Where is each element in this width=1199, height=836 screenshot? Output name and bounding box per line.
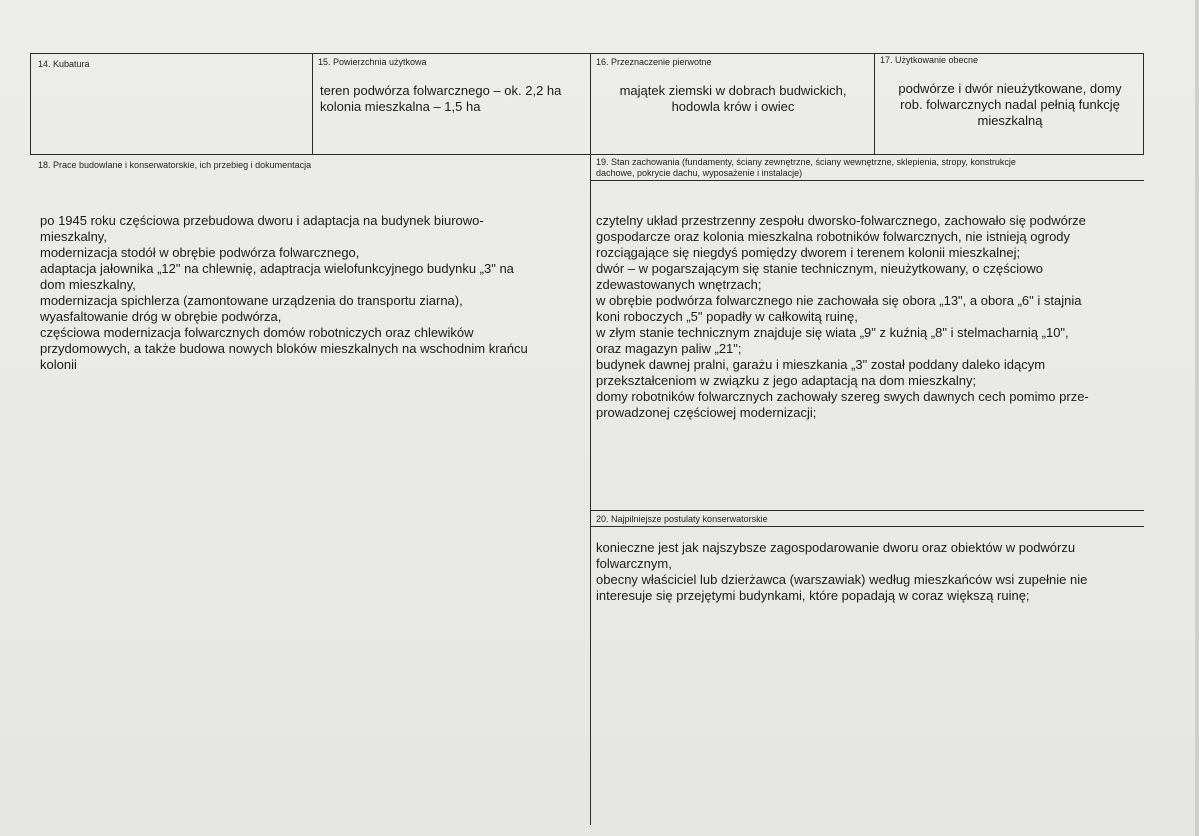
field-18-value: po 1945 roku częściowa przebudowa dworu i adaptacja na budynek biurowo- mieszkalny, modernizacja stodół w obrębie podwórza folwarcznego, adaptacja jałownika „12" na chlewnię, adaptracja wielofunkcyjnego budynku „3" na dom mieszkalny, modernizacja spichlerza (zamontowane urządzenia do transportu ziarna), wyasfaltowanie dróg w obrębie podwórza, częściowa modernizacja folwarcznych domów robotniczych oraz chlewików przydomowych, a także budowa nowych bloków mieszkalnych na wschodnim krańcu kolonii (40, 213, 528, 372)
field-16-label: 16. Przeznaczenie pierwotne (596, 57, 712, 67)
scan-edge (1195, 0, 1199, 836)
field-19-value: czytelny układ przestrzenny zespołu dworsko-folwarcznego, zachowało się podwórze gospodarcze oraz kolonia mieszkalna robotników folwarcznych, nie istnieją ogrody rozciągające się niegdyś pomiędzy dworem i terenem kolonii mieszkalnej; dwór – w pogarszającym się stanie technicznym, nieużytkowany, o częściowo zdewastowanych wnętrzach; w obrębie podwórza folwarcznego nie zachowała się obora „13", a obora „6" i stajnia koni roboczych „5" popadły w całkowitą ruinę, w złym stanie technicznym znajduje się wiata „9" z kuźnią „8" i stelmacharnią „10", oraz magazyn paliw „21"; budynek dawnej pralni, garażu i mieszkania „3" został poddany daleko idącym przekształceniom w związku z jego adaptacją na dom mieszkalny; domy robotników folwarcznych zachowały szereg swych dawnych cech pomimo prze- prowadzonej częściowej modernizacji; (596, 213, 1089, 420)
row1-left-border (30, 53, 31, 154)
field-14-label: 14. Kubatura (38, 59, 90, 69)
field20-label-underline (590, 526, 1144, 527)
field-20-value: konieczne jest jak najszybsze zagospodarowanie dworu oraz obiektów w podwórzu folwarcznym, obecny właściciel lub dzierżawca (warszawiak) według mieszkańców wsi zupełnie nie interesuje się przejętymi budynkami, które popadają w coraz większą ruinę; (596, 540, 1088, 603)
field-18-label: 18. Prace budowlane i konserwatorskie, ich przebieg i dokumentacja (38, 160, 312, 170)
field20-top-border (590, 510, 1144, 511)
field19-label-underline (590, 180, 1144, 181)
field-16-value: majątek ziemski w dobrach budwickich, hodowla krów i owiec (619, 83, 847, 114)
field-20-label: 20. Najpilniejsze postulaty konserwatorskie (596, 514, 768, 524)
row1-right-border (1143, 53, 1144, 154)
field-19-label: 19. Stan zachowania (fundamenty, ściany zewnętrzne, ściany wewnętrzne, sklepienia, stropy, konstrukcje dachowe, pokrycie dachu, wyposażenie i instalacje) (596, 157, 1016, 178)
field-15-value: teren podwórza folwarcznego – ok. 2,2 ha kolonia mieszkalna – 1,5 ha (320, 83, 562, 114)
field-17-value: podwórze i dwór nieużytkowane, domy rob. folwarcznych nadal pełnią funkcję mieszkalną (898, 81, 1122, 128)
top-border (30, 53, 1144, 54)
col-divider-1 (312, 53, 313, 154)
col-divider-2 (590, 53, 591, 825)
field-15-label: 15. Powierzchnia użytkowa (318, 57, 427, 67)
row1-bottom-border (30, 154, 1144, 155)
col-divider-3 (874, 53, 875, 154)
field-17-label: 17. Użytkowanie obecne (880, 55, 979, 65)
